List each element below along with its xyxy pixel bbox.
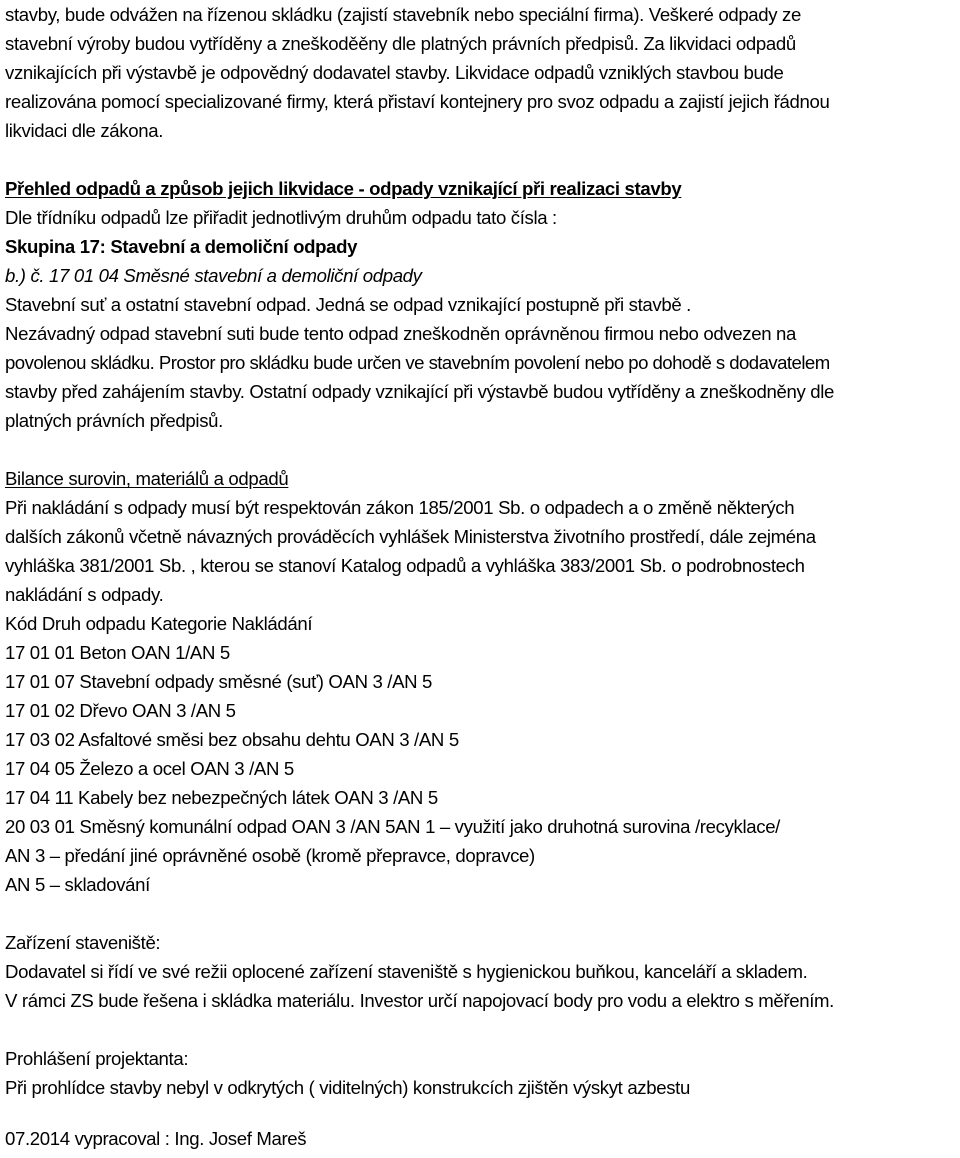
spacer	[5, 899, 960, 928]
spacer	[5, 435, 960, 464]
waste-section-heading: Přehled odpadů a způsob jejich likvidace - odpady vznikající při realizaci stavby	[5, 178, 682, 199]
author-footer: 07.2014 vypracoval : Ing. Josef Mareš	[5, 1128, 307, 1149]
intro-line: vznikajících při výstavbě je odpovědný dodavatel stavby. Likvidace odpadů vzniklých stavbou bude	[5, 62, 784, 83]
waste-table-row: 20 03 01 Směsný komunální odpad OAN 3 /AN 5AN 1 – využití jako druhotná surovina /recyklace/	[5, 816, 780, 837]
balance-text-line: dalších zákonů včetně návazných prováděcích vyhlášek Ministerstva životního prostředí, dále zejména	[5, 526, 816, 547]
document-page	[5, 0, 960, 1153]
waste-table-row: 17 04 05 Železo a ocel OAN 3 /AN 5	[5, 758, 294, 779]
site-section-heading: Zařízení staveniště:	[5, 932, 161, 953]
waste-item-title: b.) č. 17 01 04 Směsné stavební a demoliční odpady	[5, 265, 422, 286]
balance-section	[5, 464, 960, 899]
spacer	[5, 145, 960, 174]
balance-text-line: nakládání s odpady.	[5, 584, 164, 605]
declaration-heading: Prohlášení projektanta:	[5, 1048, 189, 1069]
waste-table-header: Kód Druh odpadu Kategorie Nakládání	[5, 613, 313, 634]
waste-table-row: 17 01 01 Beton OAN 1/AN 5	[5, 642, 230, 663]
waste-text-line: platných právních předpisů.	[5, 410, 223, 431]
site-setup-section	[5, 928, 960, 1015]
site-text-line: Dodavatel si řídí ve své režii oplocené zařízení staveniště s hygienickou buňkou, kanceláří a skladem.	[5, 961, 808, 982]
waste-table-row: 17 03 02 Asfaltové směsi bez obsahu dehtu OAN 3 /AN 5	[5, 729, 459, 750]
waste-group-title: Skupina 17: Stavební a demoliční odpady	[5, 236, 358, 257]
intro-line: realizována pomocí specializované firmy, která přistaví kontejnery pro svoz odpadu a zajistí jejich řádnou	[5, 91, 830, 112]
site-text-line: V rámci ZS bude řešena i skládka materiálu. Investor určí napojovací body pro vodu a elektro s měřením.	[5, 990, 834, 1011]
waste-text-line: stavby před zahájením stavby. Ostatní odpady vznikající při výstavbě budou vytříděny a zneškodněny dle	[5, 381, 835, 402]
waste-table-row: 17 01 07 Stavební odpady směsné (suť) OAN 3 /AN 5	[5, 671, 433, 692]
waste-table-row: 17 01 02 Dřevo OAN 3 /AN 5	[5, 700, 236, 721]
waste-classification-line: Dle třídníku odpadů lze přiřadit jednotlivým druhům odpadu tato čísla :	[5, 207, 557, 228]
intro-line: stavební výroby budou vytříděny a zneškoděěny dle platných právních předpisů. Za likvidaci odpadů	[5, 33, 796, 54]
waste-table-row: AN 3 – předání jiné oprávněné osobě (kromě přepravce, dopravce)	[5, 845, 535, 866]
waste-text-line: Stavební suť a ostatní stavební odpad. Jedná se odpad vznikající postupně při stavbě .	[5, 294, 691, 315]
intro-paragraph	[5, 0, 960, 145]
spacer	[5, 1102, 960, 1124]
declaration-text-line: Při prohlídce stavby nebyl v odkrytých ( viditelných) konstrukcích zjištěn výskyt azbestu	[5, 1077, 690, 1098]
designer-declaration-section	[5, 1044, 960, 1102]
balance-section-heading: Bilance surovin, materiálů a odpadů	[5, 468, 289, 489]
intro-line: likvidaci dle zákona.	[5, 120, 164, 141]
balance-text-line: vyhláška 381/2001 Sb. , kterou se stanoví Katalog odpadů a vyhláška 383/2001 Sb. o podrobnostech	[5, 555, 805, 576]
intro-line: stavby, bude odvážen na řízenou skládku (zajistí stavebník nebo speciální firma). Veškeré odpady ze	[5, 4, 801, 25]
waste-text-line: povolenou skládku. Prostor pro skládku bude určen ve stavebním povolení nebo po dohodě s dodavatelem	[5, 352, 830, 373]
waste-overview-section	[5, 174, 960, 435]
spacer	[5, 1015, 960, 1044]
waste-table-row: AN 5 – skladování	[5, 874, 150, 895]
waste-table-row: 17 04 11 Kabely bez nebezpečných látek OAN 3 /AN 5	[5, 787, 438, 808]
waste-text-line: Nezávadný odpad stavební suti bude tento odpad zneškodněn oprávněnou firmou nebo odvezen na	[5, 323, 797, 344]
balance-text-line: Při nakládání s odpady musí být respektován zákon 185/2001 Sb. o odpadech a o změně některých	[5, 497, 795, 518]
